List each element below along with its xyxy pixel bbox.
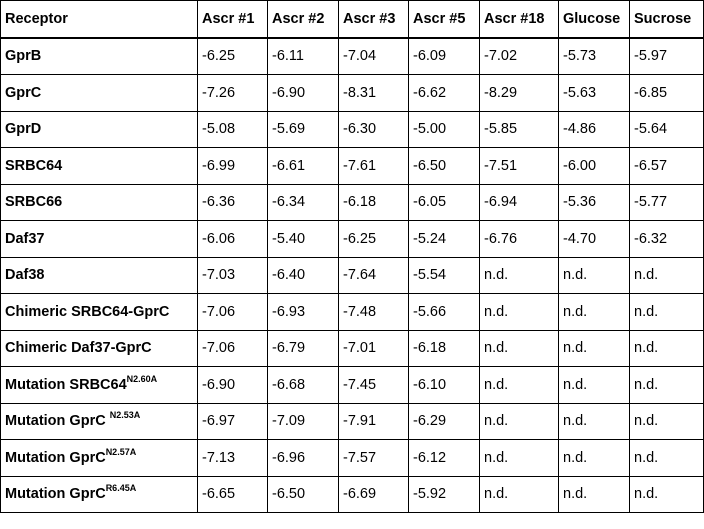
value-cell: -6.65 — [198, 476, 268, 513]
receptor-name: Mutation GprC — [5, 413, 110, 430]
column-header-ascr3: Ascr #3 — [339, 1, 409, 38]
table-row — [1, 75, 704, 112]
receptor-name: GprB — [5, 48, 42, 65]
receptor-name-cell — [1, 148, 198, 185]
receptor-name: Chimeric SRBC64-GprC — [5, 303, 170, 320]
value-cell: -7.51 — [480, 148, 559, 185]
value-cell: -8.31 — [339, 75, 409, 112]
value-cell: n.d. — [480, 294, 559, 331]
value-cell: -5.73 — [559, 38, 630, 75]
value-cell: -6.61 — [268, 148, 339, 185]
receptor-name: SRBC64 — [5, 157, 63, 174]
value-cell: n.d. — [559, 440, 630, 477]
value-cell: -7.26 — [198, 75, 268, 112]
value-cell: n.d. — [630, 257, 704, 294]
value-cell: -4.86 — [559, 111, 630, 148]
receptor-name: SRBC66 — [5, 194, 63, 211]
value-cell: -6.25 — [198, 38, 268, 75]
value-cell: -6.50 — [268, 476, 339, 513]
table-row — [1, 148, 704, 185]
header-row — [1, 1, 704, 38]
table-row — [1, 367, 704, 404]
value-cell: -6.90 — [268, 75, 339, 112]
receptor-name: Chimeric Daf37-GprC — [5, 340, 152, 357]
column-header-ascr1: Ascr #1 — [198, 1, 268, 38]
value-cell: n.d. — [559, 257, 630, 294]
table-row — [1, 257, 704, 294]
value-cell: n.d. — [559, 403, 630, 440]
value-cell: -7.09 — [268, 403, 339, 440]
value-cell: -7.04 — [339, 38, 409, 75]
value-cell: -5.77 — [630, 184, 704, 221]
value-cell: n.d. — [559, 294, 630, 331]
value-cell: -7.01 — [339, 330, 409, 367]
value-cell: n.d. — [630, 330, 704, 367]
value-cell: -6.34 — [268, 184, 339, 221]
value-cell: -6.18 — [339, 184, 409, 221]
receptor-name-cell — [1, 440, 198, 477]
value-cell: n.d. — [559, 367, 630, 404]
value-cell: -5.08 — [198, 111, 268, 148]
value-cell: -6.10 — [409, 367, 480, 404]
table-row — [1, 440, 704, 477]
value-cell: -7.61 — [339, 148, 409, 185]
value-cell: n.d. — [480, 440, 559, 477]
receptor-name: Daf38 — [5, 267, 45, 284]
receptor-name-cell — [1, 184, 198, 221]
receptor-name: GprC — [5, 84, 42, 101]
receptor-name-cell — [1, 221, 198, 258]
table-row — [1, 294, 704, 331]
receptor-name-cell — [1, 330, 198, 367]
column-header-ascr18: Ascr #18 — [480, 1, 559, 38]
table-row — [1, 111, 704, 148]
receptor-name-cell — [1, 367, 198, 404]
value-cell: -7.13 — [198, 440, 268, 477]
value-cell: n.d. — [559, 476, 630, 513]
table-row — [1, 221, 704, 258]
value-cell: -6.30 — [339, 111, 409, 148]
value-cell: -6.05 — [409, 184, 480, 221]
value-cell: -6.06 — [198, 221, 268, 258]
value-cell: -5.66 — [409, 294, 480, 331]
value-cell: n.d. — [630, 294, 704, 331]
value-cell: -6.11 — [268, 38, 339, 75]
value-cell: -6.93 — [268, 294, 339, 331]
value-cell: -6.94 — [480, 184, 559, 221]
receptor-name: Mutation SRBC64 — [5, 376, 127, 393]
value-cell: -6.29 — [409, 403, 480, 440]
table-row — [1, 403, 704, 440]
receptor-name: Mutation GprC — [5, 449, 106, 466]
value-cell: -5.85 — [480, 111, 559, 148]
value-cell: -6.90 — [198, 367, 268, 404]
value-cell: -6.57 — [630, 148, 704, 185]
column-header-ascr2: Ascr #2 — [268, 1, 339, 38]
value-cell: -5.64 — [630, 111, 704, 148]
value-cell: -6.00 — [559, 148, 630, 185]
value-cell: n.d. — [480, 330, 559, 367]
value-cell: -6.18 — [409, 330, 480, 367]
receptor-name: GprD — [5, 121, 42, 138]
value-cell: -6.62 — [409, 75, 480, 112]
column-header-sucrose: Sucrose — [630, 1, 704, 38]
value-cell: n.d. — [630, 403, 704, 440]
value-cell: -6.79 — [268, 330, 339, 367]
value-cell: -7.64 — [339, 257, 409, 294]
value-cell: -5.36 — [559, 184, 630, 221]
value-cell: -8.29 — [480, 75, 559, 112]
value-cell: -7.02 — [480, 38, 559, 75]
value-cell: -5.63 — [559, 75, 630, 112]
value-cell: n.d. — [630, 476, 704, 513]
value-cell: -6.76 — [480, 221, 559, 258]
receptor-name-cell — [1, 403, 198, 440]
table-row — [1, 38, 704, 75]
value-cell: -6.09 — [409, 38, 480, 75]
value-cell: n.d. — [480, 403, 559, 440]
value-cell: -6.99 — [198, 148, 268, 185]
mutation-superscript: N2.60A — [126, 373, 158, 384]
value-cell: -5.97 — [630, 38, 704, 75]
value-cell: n.d. — [630, 367, 704, 404]
receptor-name-cell — [1, 111, 198, 148]
value-cell: n.d. — [480, 476, 559, 513]
receptor-name-cell — [1, 75, 198, 112]
value-cell: -5.54 — [409, 257, 480, 294]
value-cell: -7.06 — [198, 330, 268, 367]
value-cell: -7.91 — [339, 403, 409, 440]
value-cell: -7.57 — [339, 440, 409, 477]
receptor-name: Mutation GprC — [5, 486, 106, 503]
value-cell: -6.68 — [268, 367, 339, 404]
value-cell: -6.12 — [409, 440, 480, 477]
receptor-name-cell — [1, 476, 198, 513]
table-body — [1, 38, 704, 513]
receptor-name-cell — [1, 257, 198, 294]
value-cell: -5.00 — [409, 111, 480, 148]
mutation-superscript: N2.57A — [105, 446, 137, 457]
value-cell: -6.97 — [198, 403, 268, 440]
value-cell: n.d. — [480, 257, 559, 294]
column-header-ascr5: Ascr #5 — [409, 1, 480, 38]
receptor-name-cell — [1, 38, 198, 75]
mutation-superscript: R6.45A — [105, 483, 137, 494]
value-cell: -7.45 — [339, 367, 409, 404]
value-cell: -6.69 — [339, 476, 409, 513]
value-cell: -6.25 — [339, 221, 409, 258]
column-header-receptor: Receptor — [1, 1, 198, 38]
value-cell: -6.36 — [198, 184, 268, 221]
table-row — [1, 330, 704, 367]
value-cell: -7.48 — [339, 294, 409, 331]
value-cell: n.d. — [630, 440, 704, 477]
value-cell: -4.70 — [559, 221, 630, 258]
value-cell: -5.92 — [409, 476, 480, 513]
receptor-name: Daf37 — [5, 230, 45, 247]
value-cell: -5.24 — [409, 221, 480, 258]
value-cell: -6.85 — [630, 75, 704, 112]
mutation-superscript: N2.53A — [109, 410, 141, 421]
value-cell: n.d. — [480, 367, 559, 404]
value-cell: n.d. — [559, 330, 630, 367]
value-cell: -6.32 — [630, 221, 704, 258]
value-cell: -7.06 — [198, 294, 268, 331]
value-cell: -6.96 — [268, 440, 339, 477]
value-cell: -6.50 — [409, 148, 480, 185]
table-row — [1, 476, 704, 513]
column-header-glucose: Glucose — [559, 1, 630, 38]
receptor-name-cell — [1, 294, 198, 331]
value-cell: -5.69 — [268, 111, 339, 148]
table-row — [1, 184, 704, 221]
value-cell: -5.40 — [268, 221, 339, 258]
value-cell: -7.03 — [198, 257, 268, 294]
value-cell: -6.40 — [268, 257, 339, 294]
